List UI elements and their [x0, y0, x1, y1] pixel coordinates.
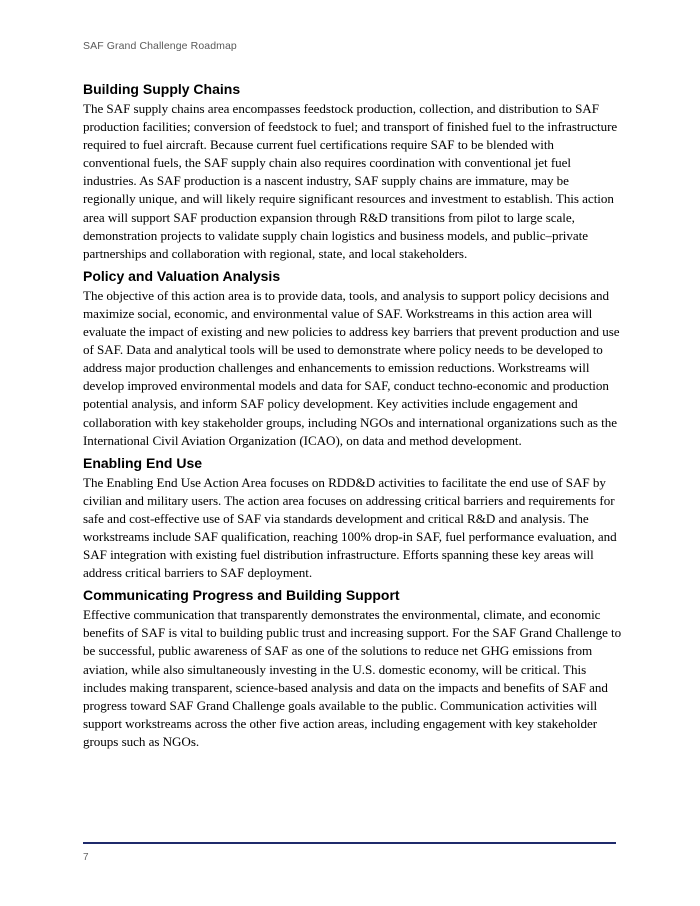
- section-body: The Enabling End Use Action Area focuses on RDD&D activities to facilitate the end use of SAF by civilian and military users. The action area focuses on addressing critical barriers and requirements for safe and cost-effective use of SAF via standards development and critical R&D and analysis. The workstreams include SAF qualification, reaching 100% drop-in SAF, fuel performance evaluation, and SAF integration with existing fuel distribution infrastructure. Efforts spanning these key areas will address critical barriers to SAF deployment.: [83, 474, 617, 581]
- footer-divider: [83, 842, 616, 844]
- section-body: The objective of this action area is to provide data, tools, and analysis to support policy decisions and maximize social, economic, and environmental value of SAF. Workstreams in this action area will evaluate the impact of existing and new policies to address key barriers that prevent production and use of SAF. Data and analytical tools will be used to demonstrate where policy needs to be developed to address major production challenges and enhancements to emission reductions. Workstreams will develop improved environmental models and data for SAF, conduct techno-economic and production potential analysis, and inform SAF policy development. Key activities include engagement and collaboration with key stakeholder groups, including NGOs and international organizations such as the International Civil Aviation Organization (ICAO), on data and method development.: [83, 287, 620, 448]
- page-content: [83, 79, 623, 754]
- section-heading: Enabling End Use: [83, 454, 203, 471]
- section-body: The SAF supply chains area encompasses feedstock production, collection, and distribution to SAF production facilities; conversion of feedstock to fuel; and transport of finished fuel to the infrastructure required to fuel aircraft. Because current fuel certifications require SAF to be blended with conventional fuels, the SAF supply chain also requires coordination with conventional jet fuel industries. As SAF production is a nascent industry, SAF supply chains are immature, may be regionally unique, and will likely require significant resources and investment to establish. This action area will support SAF production expansion through R&D transitions from pilot to large scale, demonstration projects to validate supply chain logistics and business models, and public–private partnerships and collaboration with regional, state, and local stakeholders.: [83, 101, 618, 261]
- page-number: 7: [83, 852, 89, 863]
- section-heading: Policy and Valuation Analysis: [83, 267, 281, 284]
- section-body: Effective communication that transparently demonstrates the environmental, climate, and economic benefits of SAF is vital to building public trust and increasing support. For the SAF Grand Challenge to be successful, public awareness of SAF as one of the solutions to reduce net GHG emissions from aviation, while also simultaneously investing in the U.S. domestic economy, will be critical. This includes making transparent, science-based analysis and data on the impacts and benefits of SAF and progress toward SAF Grand Challenge goals available to the public. Communication activities will support workstreams across the other five action areas, including engagement with key stakeholder groups such as NGOs.: [83, 607, 622, 749]
- section-policy-and-valuation-analysis: [83, 266, 623, 450]
- running-header: SAF Grand Challenge Roadmap: [83, 40, 237, 52]
- section-communicating-progress: [83, 585, 623, 751]
- section-building-supply-chains: [83, 79, 623, 263]
- section-enabling-end-use: [83, 453, 623, 583]
- section-heading: Building Supply Chains: [83, 81, 241, 97]
- section-heading: Communicating Progress and Building Support: [83, 587, 400, 604]
